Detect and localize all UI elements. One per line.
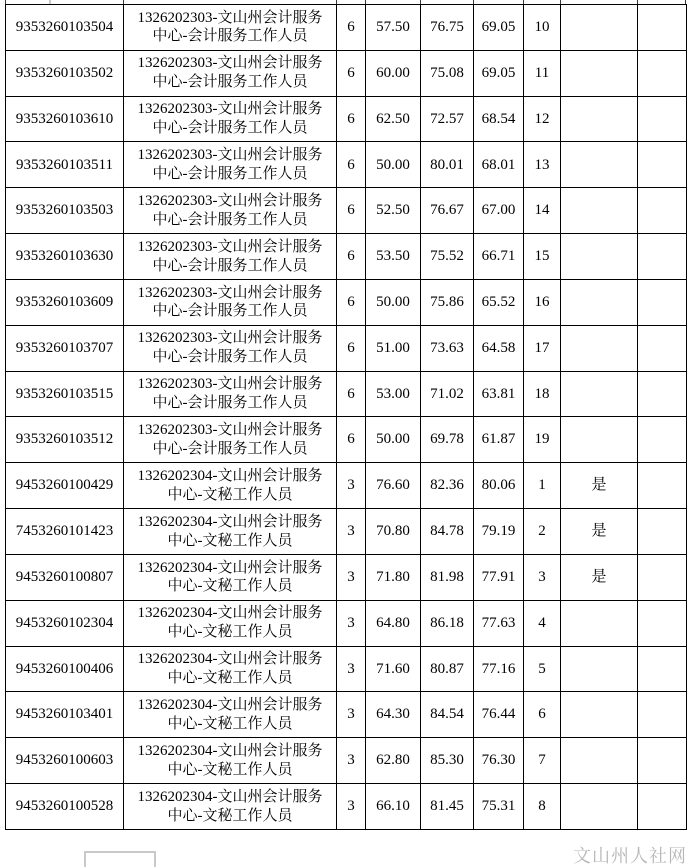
score2-cell: 86.18 — [421, 600, 474, 646]
total-score-cell: 63.81 — [474, 371, 524, 417]
position-cell — [124, 188, 337, 234]
table-row — [6, 463, 687, 509]
table-row — [6, 5, 687, 51]
total-score-cell: 69.05 — [474, 50, 524, 96]
position-cell — [124, 554, 337, 600]
note-cell — [638, 96, 687, 142]
position-cell — [124, 646, 337, 692]
candidate-id-cell: 9453260102304 — [6, 600, 124, 646]
score1-cell: 76.60 — [366, 463, 421, 509]
total-score-cell: 79.19 — [474, 509, 524, 555]
hired-flag-cell — [561, 600, 638, 646]
rank-cell: 15 — [524, 234, 561, 280]
score1-cell: 50.00 — [366, 279, 421, 325]
note-cell — [638, 417, 687, 463]
hired-flag-cell — [561, 234, 638, 280]
total-score-cell: 80.06 — [474, 463, 524, 509]
candidate-id-cell: 9353260103504 — [6, 5, 124, 51]
hired-flag-cell — [561, 646, 638, 692]
total-score-cell: 76.44 — [474, 692, 524, 738]
note-cell — [638, 142, 687, 188]
position-line-1: 1326202303-文山州会计服务 — [137, 55, 323, 72]
score1-cell: 52.50 — [366, 188, 421, 234]
position-line-2: 中心-文秘工作人员 — [167, 761, 293, 778]
plan-count-cell: 6 — [337, 234, 366, 280]
rank-cell: 19 — [524, 417, 561, 463]
rank-cell: 10 — [524, 5, 561, 51]
position-line-2: 中心-文秘工作人员 — [167, 624, 293, 641]
position-cell — [124, 738, 337, 784]
rank-cell: 16 — [524, 279, 561, 325]
plan-count-cell: 6 — [337, 325, 366, 371]
table-row — [6, 325, 687, 371]
position-cell — [124, 142, 337, 188]
position-line-2: 中心-会计服务工作人员 — [152, 165, 308, 182]
total-score-cell: 68.54 — [474, 96, 524, 142]
candidate-id-cell: 9453260103401 — [6, 692, 124, 738]
score2-cell: 69.78 — [421, 417, 474, 463]
score1-cell: 50.00 — [366, 142, 421, 188]
page-boundary-box — [84, 851, 156, 867]
table-row — [6, 554, 687, 600]
plan-count-cell: 6 — [337, 279, 366, 325]
position-line-1: 1326202304-文山州会计服务 — [137, 788, 323, 805]
table-row — [6, 142, 687, 188]
plan-count-cell: 6 — [337, 96, 366, 142]
candidate-id-cell: 9353260103630 — [6, 234, 124, 280]
score2-cell: 75.08 — [421, 50, 474, 96]
rank-cell: 18 — [524, 371, 561, 417]
position-line-2: 中心-会计服务工作人员 — [152, 395, 308, 412]
position-line-2: 中心-会计服务工作人员 — [152, 74, 308, 91]
score2-cell: 76.67 — [421, 188, 474, 234]
total-score-cell: 61.87 — [474, 417, 524, 463]
score1-cell: 64.80 — [366, 600, 421, 646]
position-line-2: 中心-文秘工作人员 — [167, 807, 293, 824]
position-cell — [124, 50, 337, 96]
score1-cell: 53.00 — [366, 371, 421, 417]
score2-cell: 85.30 — [421, 738, 474, 784]
position-line-1: 1326202303-文山州会计服务 — [137, 9, 323, 26]
rank-cell: 3 — [524, 554, 561, 600]
rank-cell: 17 — [524, 325, 561, 371]
score1-cell: 57.50 — [366, 5, 421, 51]
hired-flag-cell: 是 — [561, 509, 638, 555]
score1-cell: 51.00 — [366, 325, 421, 371]
score1-cell: 64.30 — [366, 692, 421, 738]
table-row — [6, 371, 687, 417]
position-line-2: 中心-会计服务工作人员 — [152, 28, 308, 45]
position-line-1: 1326202303-文山州会计服务 — [137, 101, 323, 118]
plan-count-cell: 3 — [337, 554, 366, 600]
plan-count-cell: 3 — [337, 463, 366, 509]
position-line-2: 中心-会计服务工作人员 — [152, 440, 308, 457]
position-line-1: 1326202304-文山州会计服务 — [137, 559, 323, 576]
plan-count-cell: 3 — [337, 784, 366, 830]
position-line-1: 1326202304-文山州会计服务 — [137, 513, 323, 530]
candidate-id-cell: 9353260103610 — [6, 96, 124, 142]
note-cell — [638, 5, 687, 51]
position-line-1: 1326202303-文山州会计服务 — [137, 147, 323, 164]
position-line-2: 中心-文秘工作人员 — [167, 532, 293, 549]
table-row — [6, 234, 687, 280]
hired-flag-cell — [561, 188, 638, 234]
candidate-id-cell: 7453260101423 — [6, 509, 124, 555]
position-line-1: 1326202303-文山州会计服务 — [137, 330, 323, 347]
plan-count-cell: 3 — [337, 509, 366, 555]
score1-cell: 60.00 — [366, 50, 421, 96]
total-score-cell: 77.63 — [474, 600, 524, 646]
hired-flag-cell: 是 — [561, 463, 638, 509]
position-line-2: 中心-文秘工作人员 — [167, 670, 293, 686]
position-line-2: 中心-会计服务工作人员 — [152, 349, 308, 366]
position-line-1: 1326202304-文山州会计服务 — [137, 742, 323, 759]
position-line-1: 1326202303-文山州会计服务 — [137, 284, 323, 301]
position-cell — [124, 600, 337, 646]
candidate-id-cell: 9353260103515 — [6, 371, 124, 417]
rank-cell: 1 — [524, 463, 561, 509]
candidate-id-cell: 9453260100603 — [6, 738, 124, 784]
table-row — [6, 509, 687, 555]
table-body — [6, 5, 687, 830]
position-cell — [124, 279, 337, 325]
rank-cell: 8 — [524, 784, 561, 830]
rank-cell: 13 — [524, 142, 561, 188]
total-score-cell: 68.01 — [474, 142, 524, 188]
plan-count-cell: 6 — [337, 50, 366, 96]
score2-cell: 75.52 — [421, 234, 474, 280]
hired-flag-cell — [561, 371, 638, 417]
score2-cell: 81.98 — [421, 554, 474, 600]
position-line-1: 1326202303-文山州会计服务 — [137, 422, 323, 439]
score2-cell: 76.75 — [421, 5, 474, 51]
note-cell — [638, 646, 687, 692]
note-cell — [638, 234, 687, 280]
score2-cell: 84.54 — [421, 692, 474, 738]
candidate-id-cell: 9353260103503 — [6, 188, 124, 234]
position-line-1: 1326202303-文山州会计服务 — [137, 238, 323, 255]
score1-cell: 71.80 — [366, 554, 421, 600]
table-row — [6, 50, 687, 96]
position-cell — [124, 96, 337, 142]
hired-flag-cell — [561, 5, 638, 51]
candidate-id-cell: 9353260103609 — [6, 279, 124, 325]
hired-flag-cell: 是 — [561, 554, 638, 600]
plan-count-cell: 6 — [337, 142, 366, 188]
total-score-cell: 64.58 — [474, 325, 524, 371]
plan-count-cell: 3 — [337, 646, 366, 692]
position-cell — [124, 371, 337, 417]
rank-cell: 6 — [524, 692, 561, 738]
note-cell — [638, 325, 687, 371]
rank-cell: 4 — [524, 600, 561, 646]
score2-cell: 72.57 — [421, 96, 474, 142]
rank-cell: 12 — [524, 96, 561, 142]
score2-cell: 73.63 — [421, 325, 474, 371]
total-score-cell: 66.71 — [474, 234, 524, 280]
candidate-id-cell: 9353260103502 — [6, 50, 124, 96]
position-line-2: 中心-文秘工作人员 — [167, 486, 293, 503]
total-score-cell: 69.05 — [474, 5, 524, 51]
score2-cell: 71.02 — [421, 371, 474, 417]
candidate-id-cell: 9453260100429 — [6, 463, 124, 509]
position-line-2: 中心-会计服务工作人员 — [152, 257, 308, 274]
position-line-2: 中心-文秘工作人员 — [167, 715, 293, 732]
score2-cell: 82.36 — [421, 463, 474, 509]
note-cell — [638, 509, 687, 555]
rank-cell: 7 — [524, 738, 561, 784]
note-cell — [638, 738, 687, 784]
hired-flag-cell — [561, 279, 638, 325]
note-cell — [638, 692, 687, 738]
table-row — [6, 646, 687, 692]
plan-count-cell: 3 — [337, 692, 366, 738]
hired-flag-cell — [561, 325, 638, 371]
rank-cell: 5 — [524, 646, 561, 692]
score2-cell: 80.01 — [421, 142, 474, 188]
position-line-1: 1326202304-文山州会计服务 — [137, 697, 323, 714]
position-line-1: 1326202303-文山州会计服务 — [137, 192, 323, 209]
position-cell — [124, 692, 337, 738]
position-line-2: 中心-会计服务工作人员 — [152, 303, 308, 320]
position-cell — [124, 509, 337, 555]
position-line-1: 1326202303-文山州会计服务 — [137, 376, 323, 393]
note-cell — [638, 279, 687, 325]
position-line-2: 中心-会计服务工作人员 — [152, 120, 308, 137]
rank-cell: 11 — [524, 50, 561, 96]
total-score-cell: 77.16 — [474, 646, 524, 692]
hired-flag-cell — [561, 50, 638, 96]
position-cell — [124, 417, 337, 463]
position-cell — [124, 5, 337, 51]
candidate-id-cell: 9353260103707 — [6, 325, 124, 371]
candidate-id-cell: 9453260100807 — [6, 554, 124, 600]
candidate-id-cell: 9453260100528 — [6, 784, 124, 830]
position-cell — [124, 234, 337, 280]
plan-count-cell: 6 — [337, 188, 366, 234]
hired-flag-cell — [561, 692, 638, 738]
total-score-cell: 65.52 — [474, 279, 524, 325]
table-row — [6, 417, 687, 463]
score1-cell: 62.80 — [366, 738, 421, 784]
position-cell — [124, 325, 337, 371]
hired-flag-cell — [561, 784, 638, 830]
candidate-id-cell: 9353260103512 — [6, 417, 124, 463]
note-cell — [638, 600, 687, 646]
score2-cell: 81.45 — [421, 784, 474, 830]
candidate-id-cell: 9353260103511 — [6, 142, 124, 188]
score1-cell: 66.10 — [366, 784, 421, 830]
table-row — [6, 96, 687, 142]
score1-cell: 70.80 — [366, 509, 421, 555]
position-line-1: 1326202304-文山州会计服务 — [137, 467, 323, 484]
site-watermark: 文山州人社网 — [573, 846, 687, 866]
plan-count-cell: 6 — [337, 371, 366, 417]
score1-cell: 71.60 — [366, 646, 421, 692]
score2-cell: 80.87 — [421, 646, 474, 692]
plan-count-cell: 3 — [337, 738, 366, 784]
total-score-cell: 67.00 — [474, 188, 524, 234]
hired-flag-cell — [561, 142, 638, 188]
note-cell — [638, 784, 687, 830]
exam-results-table — [5, 4, 687, 830]
position-line-1: 1326202304-文山州会计服务 — [137, 651, 323, 668]
score2-cell: 84.78 — [421, 509, 474, 555]
position-cell — [124, 784, 337, 830]
note-cell — [638, 463, 687, 509]
candidate-id-cell: 9453260100406 — [6, 646, 124, 692]
table-row — [6, 738, 687, 784]
plan-count-cell: 6 — [337, 5, 366, 51]
score1-cell: 62.50 — [366, 96, 421, 142]
rank-cell: 14 — [524, 188, 561, 234]
total-score-cell: 75.31 — [474, 784, 524, 830]
hired-flag-cell — [561, 96, 638, 142]
score1-cell: 53.50 — [366, 234, 421, 280]
score1-cell: 50.00 — [366, 417, 421, 463]
table-row — [6, 279, 687, 325]
note-cell — [638, 371, 687, 417]
position-line-2: 中心-文秘工作人员 — [167, 578, 293, 595]
hired-flag-cell — [561, 738, 638, 784]
table-row — [6, 692, 687, 738]
position-line-1: 1326202304-文山州会计服务 — [137, 605, 323, 622]
hired-flag-cell — [561, 417, 638, 463]
plan-count-cell: 3 — [337, 600, 366, 646]
total-score-cell: 76.30 — [474, 738, 524, 784]
score2-cell: 75.86 — [421, 279, 474, 325]
position-cell — [124, 463, 337, 509]
note-cell — [638, 188, 687, 234]
note-cell — [638, 554, 687, 600]
position-line-2: 中心-会计服务工作人员 — [152, 211, 308, 228]
table-row — [6, 188, 687, 234]
rank-cell: 2 — [524, 509, 561, 555]
table-row — [6, 600, 687, 646]
note-cell — [638, 50, 687, 96]
plan-count-cell: 6 — [337, 417, 366, 463]
table-row — [6, 784, 687, 830]
total-score-cell: 77.91 — [474, 554, 524, 600]
